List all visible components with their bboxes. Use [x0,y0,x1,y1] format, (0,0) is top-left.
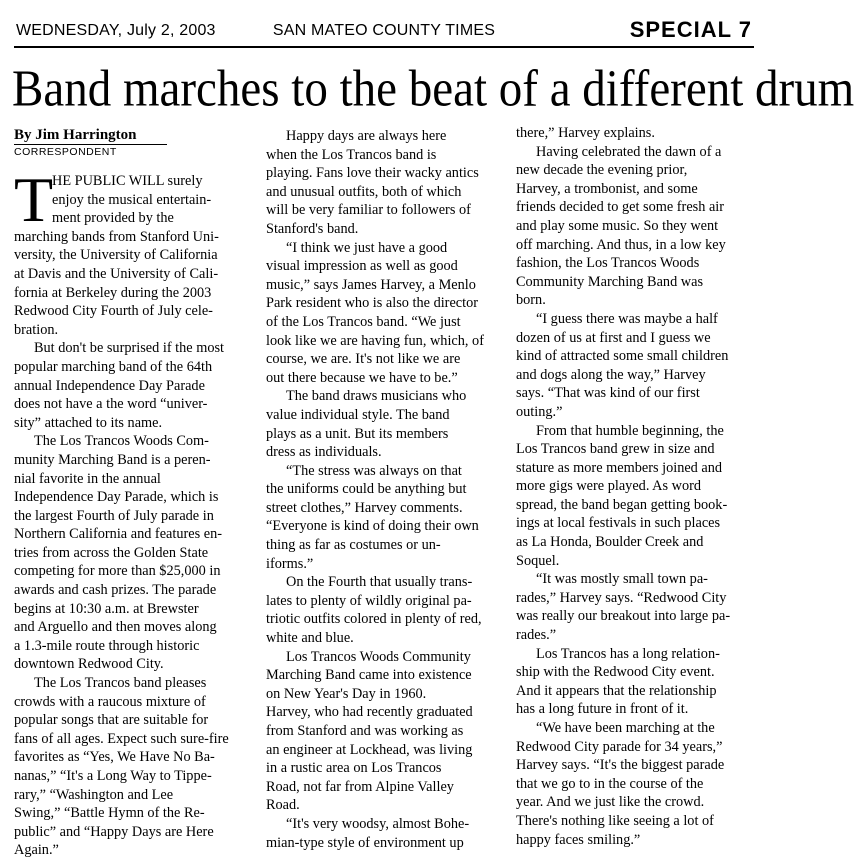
text-line: favorites as “Yes, We Have No Ba- [14,749,215,766]
text-line: born. [516,292,546,309]
text-line: But don't be surprised if the most [34,340,225,357]
text-line: Los Trancos has a long relation- [536,645,720,662]
text-line: when the Los Trancos band is [266,146,437,163]
text-line: friends decided to get some fresh air [516,199,725,216]
text-line: On the Fourth that usually trans- [286,574,473,591]
text-line: competing for more than $25,000 in [14,563,221,580]
text-line: fornia at Berkeley during the 2003 [14,284,212,301]
text-line: street clothes,” Harvey comments. [266,499,463,516]
text-line: crowds with a raucous mixture of [14,693,206,710]
text-line: Harvey, who had recently graduated [266,704,473,721]
text-line: Happy days are always here [286,128,447,144]
text-line: stature as more members joined and [516,459,723,476]
text-line: on New Year's Day in 1960. [266,685,427,702]
text-line: plays as a unit. But its members [266,425,449,442]
text-line: sity” attached to its name. [14,414,163,431]
text-line: will be very familiar to followers of [266,202,471,219]
text-line: Los Trancos band grew in size and [516,441,715,458]
text-line: kind of attracted some small children [516,348,729,365]
text-line: Road. [266,797,300,814]
text-line: rades,” Harvey says. “Redwood City [516,589,727,606]
text-line: Again.” [14,842,59,859]
text-line: annual Independence Day Parade [14,377,205,394]
text-line: look like we are having fun, which, of [266,332,484,349]
text-line: nanas,” “It's a Long Way to Tippe- [14,768,212,784]
text-line: “We have been marching at the [536,720,715,736]
text-line: a 1.3-mile route through historic [14,637,200,654]
text-line: Harvey says. “It's the biggest parade [516,757,725,774]
text-line: more gigs were played. As word [516,478,702,495]
text-line: there,” Harvey explains. [516,125,655,141]
text-line: enjoy the musical entertain- [52,191,212,208]
text-line: white and blue. [266,630,354,647]
text-line: and dogs along the way,” Harvey [516,366,706,383]
text-line: from Stanford and was working as [266,723,464,739]
text-line: year. And we just like the crowd. [516,794,705,811]
text-line: From that humble beginning, the [536,422,724,439]
text-line: The Los Trancos Woods Com- [34,433,209,450]
text-line: Redwood City Fourth of July cele- [14,303,213,320]
text-line: Northern California and features en- [14,526,223,543]
text-line: Road, not far from Alpine Valley [266,778,454,795]
text-line: triotic outfits colored in plenty of red, [266,611,482,628]
text-line: lates to plenty of wildly original pa- [266,592,472,609]
text-line: Stanford's band. [266,220,359,237]
text-line: dress as individuals. [266,444,382,461]
text-line: versity, the University of California [14,247,218,264]
text-line: Los Trancos Woods Community [286,648,471,665]
article-column-2 [266,127,502,852]
text-line: munity Marching Band is a peren- [14,451,211,468]
text-line: “Everyone is kind of doing their own [266,518,479,535]
text-line: “It was mostly small town pa- [536,571,708,588]
text-line: rary,” “Washington and Lee [14,786,174,803]
text-line: Harvey, a trombonist, and some [516,180,698,197]
text-line: value individual style. The band [266,406,450,423]
text-line: popular marching band of the 64th [14,358,213,375]
text-line: outing.” [516,403,563,420]
text-line: “I guess there was maybe a half [536,310,718,327]
text-line: Independence Day Parade, which is [14,489,219,506]
text-line: the largest Fourth of July parade in [14,507,214,524]
text-line: mian-type style of environment up [266,834,464,851]
text-line: Redwood City parade for 34 years,” [516,738,723,755]
text-line: the uniforms could be anything but [266,481,467,498]
text-line: ship with the Redwood City event. [516,664,715,681]
text-line: Park resident who is also the director [266,295,479,312]
text-line: Soquel. [516,552,560,569]
text-line: rades.” [516,627,557,644]
text-line: course, we are. It's not like we are [266,351,461,368]
text-line: out there because we have to be.” [266,369,458,386]
text-line: an engineer at Lockhead, was living [266,741,473,758]
text-line: “It's very woodsy, almost Bohe- [286,815,470,832]
text-line: fans of all ages. Expect such sure-fire [14,730,229,747]
drop-cap: T [14,164,54,235]
headline: Band marches to the beat of a different drum [12,60,854,118]
byline: By Jim Harrington [14,126,167,145]
text-line: “I think we just have a good [286,239,448,256]
text-line: nial favorite in the annual [14,470,161,487]
text-line: popular songs that are suitable for [14,712,209,729]
byline-role: CORRESPONDENT [14,146,117,158]
text-line: awards and cash prizes. The parade [14,582,217,599]
text-line: music,” says James Harvey, a Menlo [266,276,476,293]
text-line: spread, the band began getting book- [516,496,728,513]
text-line: of the Los Trancos band. “We just [266,313,461,330]
text-line: Having celebrated the dawn of a [536,143,722,160]
article-column-1 [14,126,250,860]
text-line: downtown Redwood City. [14,656,164,673]
text-line: dozen of us at first and I guess we [516,329,711,346]
text-line: new decade the evening prior, [516,162,688,179]
text-line: Marching Band came into existence [266,667,472,684]
page-header [14,18,754,48]
text-line: There's nothing like seeing a lot of [516,812,714,829]
text-line: and Arguello and then moves along [14,619,217,636]
text-line: ings at local festivals in such places [516,515,721,532]
text-line: that we go to in the course of the [516,775,704,792]
issue-date: WEDNESDAY, July 2, 2003 [16,22,216,39]
text-line: happy faces smiling.” [516,831,641,848]
text-line: Swing,” “Battle Hymn of the Re- [14,805,205,822]
text-line: says. “That was kind of our first [516,385,700,402]
text-line: as La Honda, Boulder Creek and [516,534,704,551]
text-line: And it appears that the relationship [516,682,717,699]
section-label: SPECIAL 7 [629,17,752,42]
article-column-3 [516,124,752,849]
text-line: “The stress was always on that [286,462,462,479]
text-line: iforms.” [266,555,314,572]
text-line: and unusual outfits, both of which [266,183,462,200]
newspaper-name: SAN MATEO COUNTY TIMES [272,22,496,39]
text-line: public” and “Happy Days are Here [14,823,214,840]
text-line: HE PUBLIC WILL surely [52,173,203,189]
text-line: marching bands from Stanford Uni- [14,228,219,245]
column-1-text [14,164,250,860]
text-line: fashion, the Los Trancos Woods [516,255,700,272]
text-line: begins at 10:30 a.m. at Brewster [14,600,199,617]
text-line: The band draws musicians who [286,388,467,405]
text-line: thing as far as costumes or un- [266,537,441,554]
text-line: tries from across the Golden State [14,544,209,561]
text-line: at Davis and the University of Cali- [14,265,219,282]
lead-paragraph [14,164,250,860]
text-line: visual impression as well as good [266,258,458,275]
text-line: off marching. And thus, in a low key [516,236,726,253]
text-line: Community Marching Band was [516,273,704,290]
text-line: does not have a the word “univer- [14,396,208,413]
text-line: in a rustic area on Los Trancos [266,760,442,777]
text-line: ment provided by the [52,210,174,227]
text-line: and play some music. So they went [516,217,719,234]
text-line: The Los Trancos band pleases [34,675,207,692]
text-line: was really our breakout into large pa- [516,608,731,625]
text-line: playing. Fans love their wacky antics [266,165,479,182]
text-line: bration. [14,321,59,338]
text-line: has a long future in front of it. [516,701,689,718]
